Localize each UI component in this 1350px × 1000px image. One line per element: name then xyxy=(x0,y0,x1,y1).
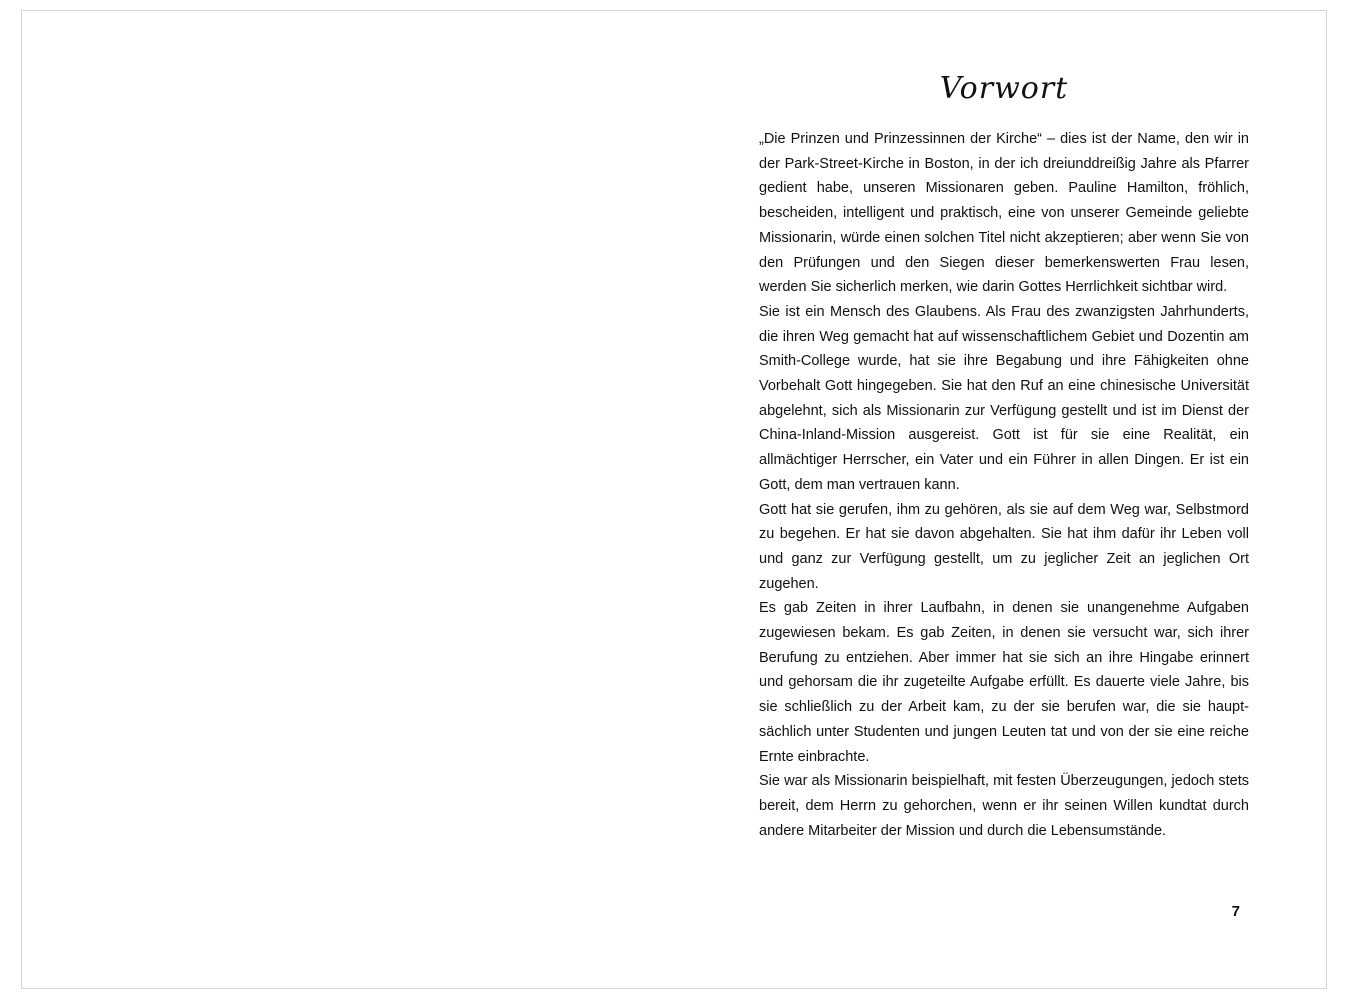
chapter-body xyxy=(759,127,1249,843)
paragraph-5: Sie war als Missionarin beispielhaft, mit festen Überzeugungen, jedoch stets bereit, dem Herrn zu gehorchen, wenn er ihr seinen Willen kundtat durch andere Mitarbeiter der Mission und durch die Lebensumstände. xyxy=(759,773,1249,839)
paragraph-4: Es gab Zeiten in ihrer Laufbahn, in denen sie unangenehme Aufgaben zugewiesen bekam. Es gab Zeiten, in denen sie versucht war, sich ihrer Berufung zu entziehen. Aber immer hat sie sich an ihre Hingabe erinnert und gehorsam die ihr zugeteilte Aufgabe erfüllt. Es dauerte viele Jahre, bis sie schließlich zu der Arbeit kam, zu der sie berufen war, die sie hauptsächlich unter Studenten und jungen Leuten tat und von der sie eine reiche Ernte einbrachte. xyxy=(759,600,1249,765)
right-page xyxy=(675,11,1328,988)
left-page-blank xyxy=(22,11,675,988)
paragraph-1: „Die Prinzen und Prinzessinnen der Kirche“ – dies ist der Name, den wir in der Park-Street-Kirche in Boston, in der ich dreiunddreißig Jahre als Pfarrer gedient habe, unseren Missionaren geben. Pauline Hamilton, fröhlich, bescheiden, intelligent und praktisch, eine von unserer Gemeinde geliebte Missionarin, würde einen solchen Titel nicht akzeptieren; aber wenn Sie von den Prüfungen und den Siegen dieser bemerkenswerten Frau lesen, werden Sie sicherlich merken, wie darin Gottes Herrlichkeit sichtbar wird. xyxy=(759,131,1249,296)
page-number: 7 xyxy=(1231,903,1240,920)
book-spread xyxy=(21,10,1327,989)
paragraph-2: Sie ist ein Mensch des Glaubens. Als Frau des zwanzigsten Jahrhunderts, die ihren Weg gemacht hat auf wissenschaftlichem Gebiet und Dozentin am Smith-College wurde, hat sie ihre Begabung und ihre Fähigkeiten ohne Vorbehalt Gott hingegeben. Sie hat den Ruf an eine chinesische Universität abgelehnt, sich als Missionarin zur Verfügung gestellt und ist im Dienst der China-Inland-Mission ausgereist. Gott ist für sie eine Realität, ein allmächtiger Herrscher, ein Vater und ein Führer in allen Dingen. Er ist ein Gott, dem man vertrauen kann. xyxy=(759,303,1249,493)
paragraph-3: Gott hat sie gerufen, ihm zu gehören, als sie auf dem Weg war, Selbstmord zu begehen. Er hat sie davon abgehalten. Sie hat ihm dafür ihr Leben voll und ganz zur Verfügung gestellt, um zu jeglicher Zeit an jeglichen Ort zugehen. xyxy=(759,501,1249,592)
chapter-title: Vorwort xyxy=(939,71,1069,106)
